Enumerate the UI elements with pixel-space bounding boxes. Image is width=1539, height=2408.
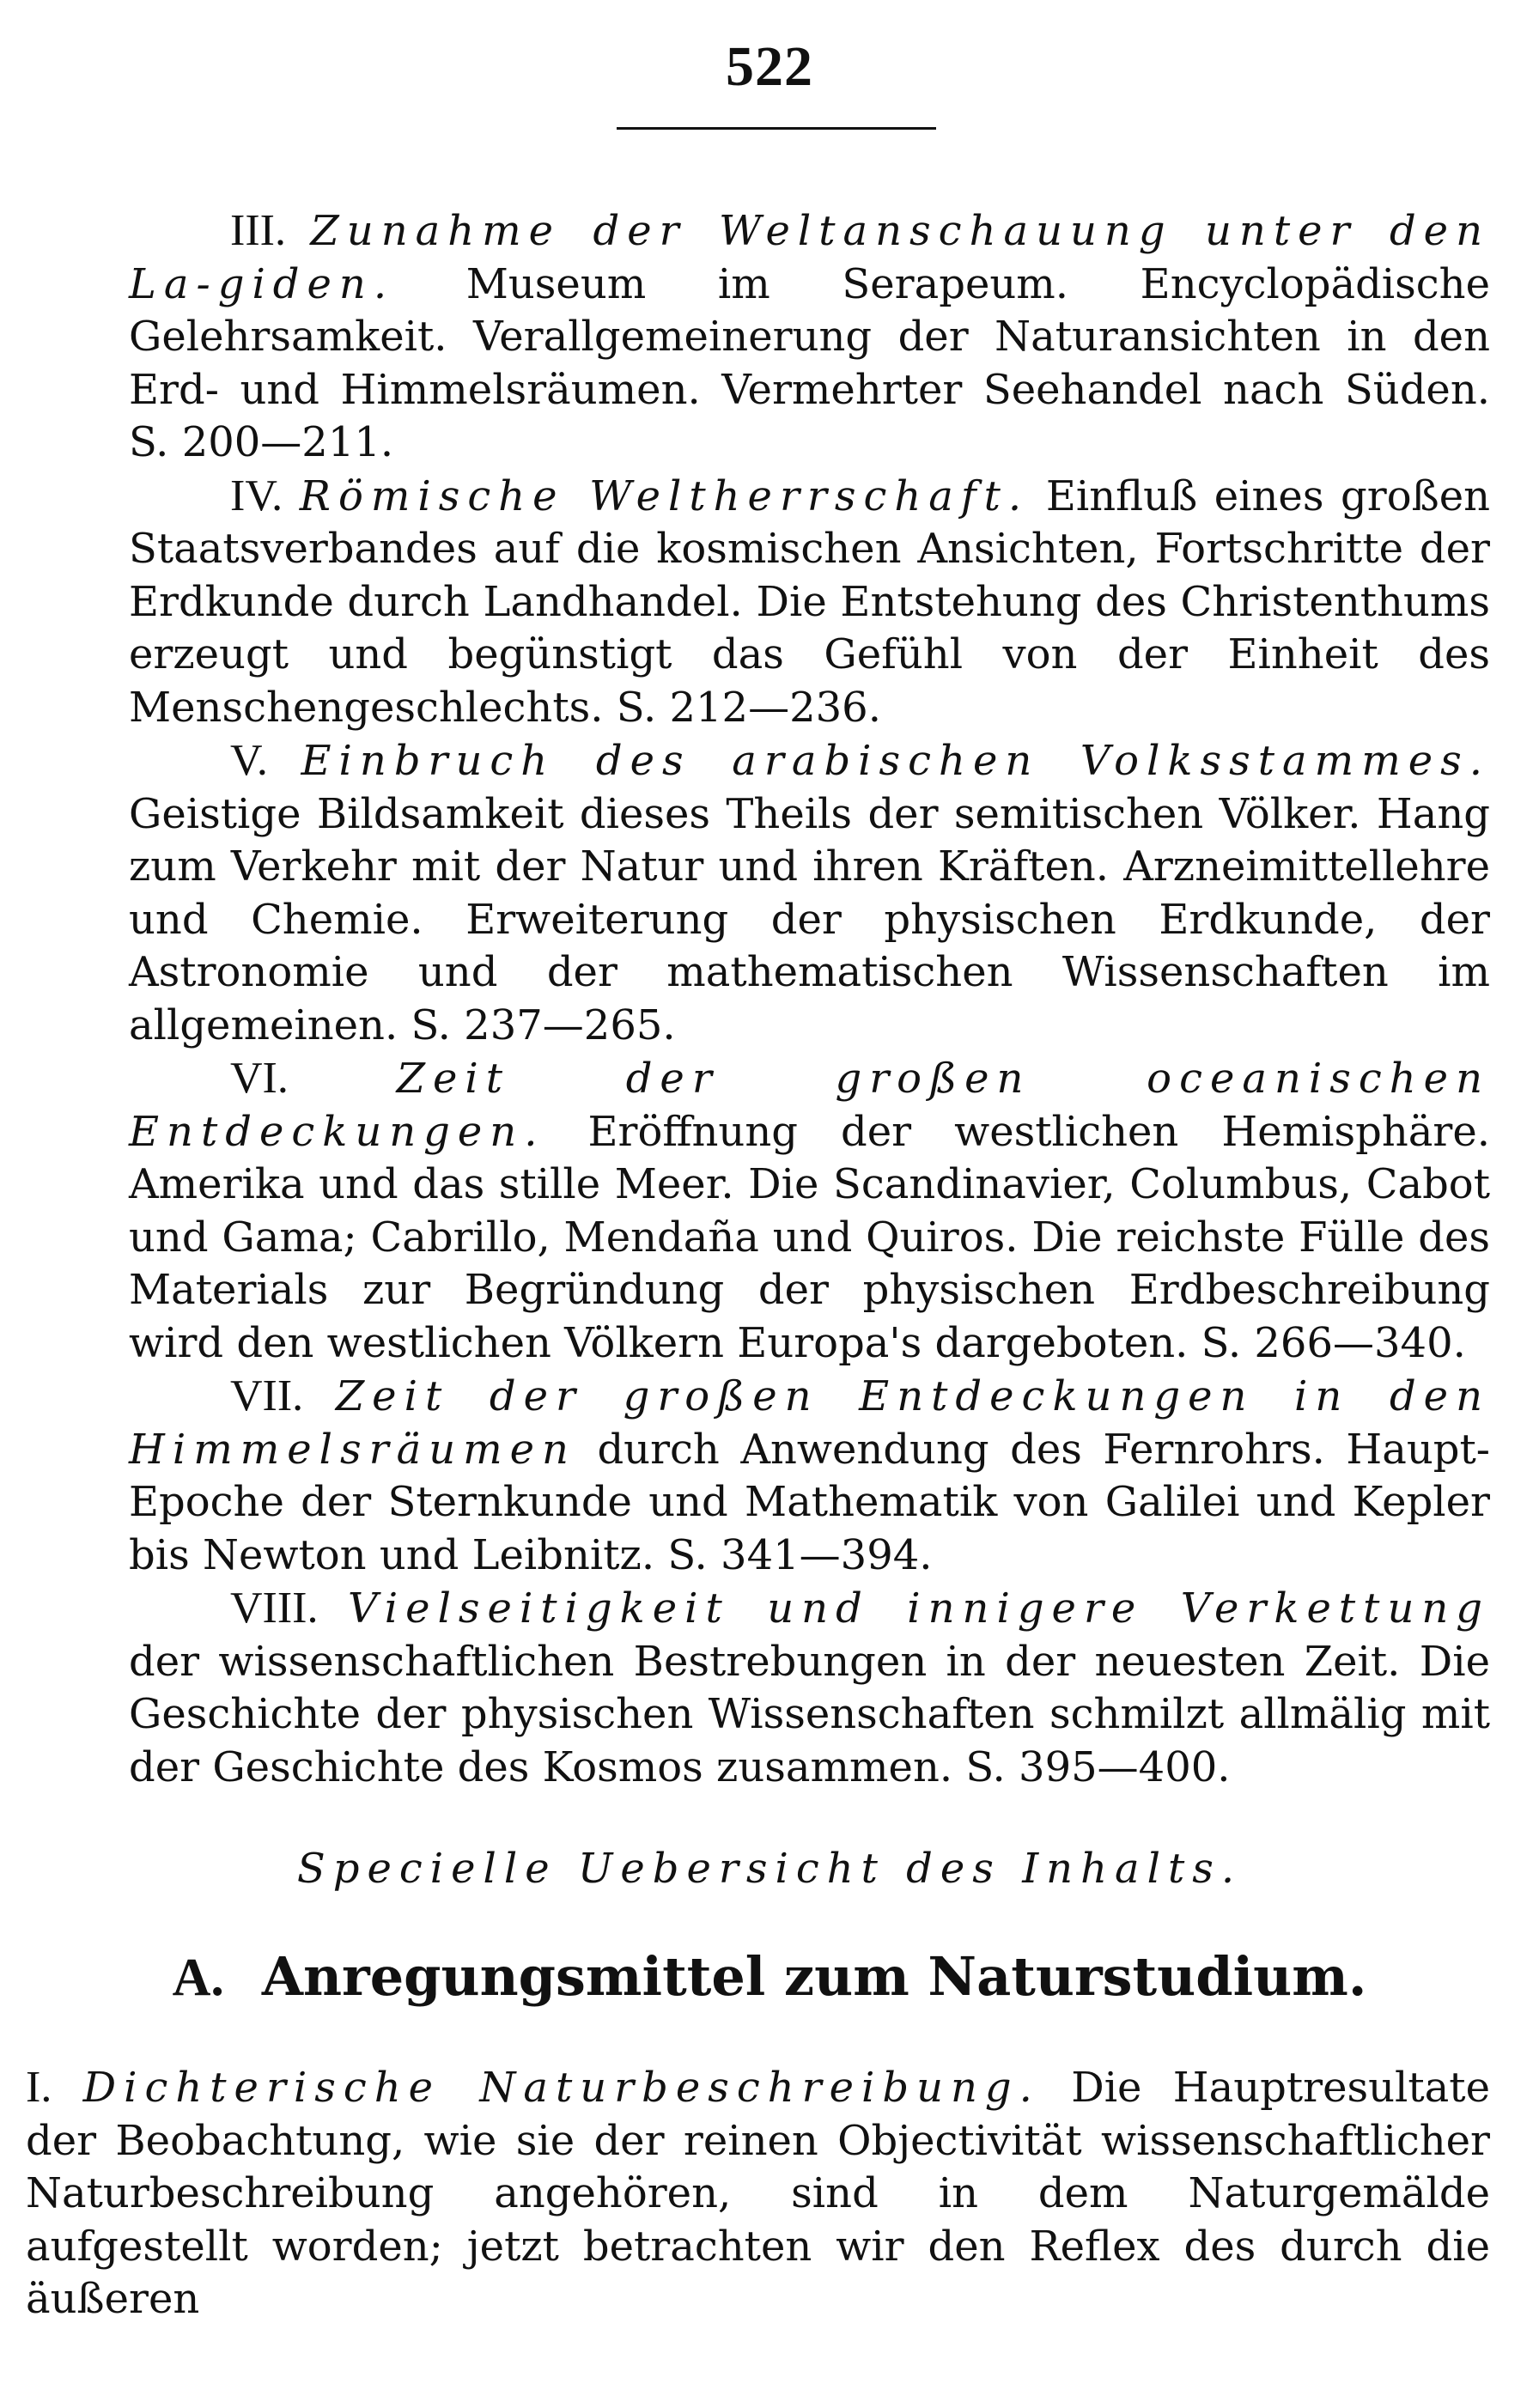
section-heading: Vielseitigkeit und innigere Verkettung xyxy=(347,1584,1490,1633)
header-rule xyxy=(617,127,936,130)
section-number: VI. xyxy=(230,1054,289,1103)
section-list xyxy=(129,204,1490,1794)
section-iv xyxy=(129,470,1490,735)
overview-title: Specielle Uebersicht des Inhalts. xyxy=(296,1845,1243,1893)
section-text: Geistige Bildsamkeit dieses Theils der semitischen Völker. Hang zum Verkehr mit der Natur und ihren Kräften. Arzneimittellehre und Chemie. Erweiterung der physischen Erdkunde, der Astronomie und der mathematischen Wissenschaften im allgemeinen. S. 237—265. xyxy=(129,789,1490,1049)
section-heading: Zeit der großen Entdeckungen in den Himmelsräumen xyxy=(129,1372,1490,1474)
section-text: Einfluß eines großen Staatsverbandes auf die kosmischen Ansichten, Fortschritte der Erdkunde durch Landhandel. Die Entstehung des Christenthums erzeugt und begünstigt das Gefühl von der Einheit des Menschengeschlechts. S. 212—236. xyxy=(129,471,1491,732)
section-a-heading xyxy=(0,1945,1539,2009)
section-viii xyxy=(129,1582,1490,1794)
section-heading: Zeit der großen oceanischen Entdeckungen. xyxy=(129,1055,1490,1156)
section-vii xyxy=(129,1370,1490,1582)
section-text: Eröffnung der westlichen Hemisphäre. Amerika und das stille Meer. Die Scandinavier, Columbus, Cabot und Gama; Cabrillo, Mendaña und Quiros. Die reichste Fülle des Materials zur Begründung der physischen Erdbeschreibung wird den westlichen Völkern Europa's dargeboten. S. 266—340. xyxy=(129,1107,1490,1367)
section-vi xyxy=(129,1052,1490,1370)
paragraph-body: Die Hauptresultate der Beobachtung, wie sie der reinen Objectivität wissenschaftlicher Naturbeschreibung angehören, sind in dem Naturgemälde aufgestellt worden; jetzt betrachten wir den Reflex des durch die äußeren xyxy=(26,2064,1490,2323)
section-number: IV. xyxy=(230,471,283,520)
paragraph-one xyxy=(26,2061,1490,2326)
section-heading: Einbruch des arabischen Volksstammes. xyxy=(301,737,1491,785)
paragraph-heading: Dichterische Naturbeschreibung. xyxy=(82,2064,1040,2112)
section-text: durch Anwendung des Fernrohrs. Haupt-Epoche der Sternkunde und Mathematik von Galilei und Kepler bis Newton und Leibnitz. S. 341—394. xyxy=(129,1425,1490,1579)
section-number: VII. xyxy=(230,1371,304,1420)
section-iii xyxy=(129,204,1490,470)
section-heading: Zunahme der Weltanschauung unter den La-giden. xyxy=(129,207,1490,308)
paragraph-one-text xyxy=(26,2061,1490,2326)
page-number: 522 xyxy=(726,35,813,98)
section-a-title: Anregungsmittel zum Naturstudium. xyxy=(261,1945,1367,2008)
paragraph-number: I. xyxy=(26,2063,52,2112)
section-number: VIII. xyxy=(230,1584,319,1633)
section-v xyxy=(129,734,1490,1052)
section-text: der wissenschaftlichen Bestrebungen in der neuesten Zeit. Die Geschichte der physischen Wissenschaften schmilzt allmälig mit der Geschichte des Kosmos zusammen. S. 395—400. xyxy=(129,1637,1490,1791)
section-text: Museum im Serapeum. Encyclopädische Gelehrsamkeit. Verallgemeinerung der Naturansichten in den Erd- und Himmelsräumen. Vermehrter Seehandel nach Süden. S. 200—211. xyxy=(129,259,1490,466)
section-heading: Römische Weltherrschaft. xyxy=(299,471,1030,520)
section-number: V. xyxy=(230,736,268,785)
section-a-label: A. xyxy=(172,1949,224,2007)
section-number: III. xyxy=(230,206,286,255)
